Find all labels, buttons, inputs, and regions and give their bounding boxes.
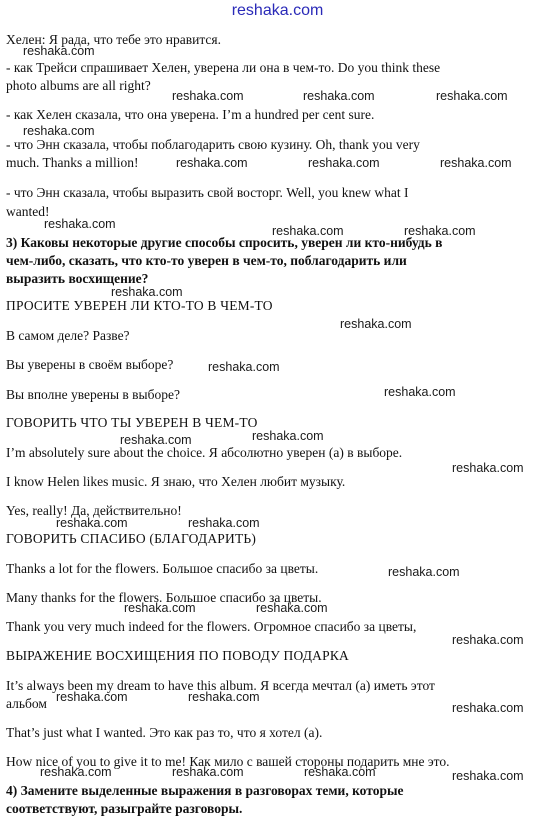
text-line: Thanks a lot for the flowers. Большое спасибо за цветы.	[6, 561, 319, 576]
watermark: reshaka.com	[176, 156, 248, 170]
question-heading: выразить восхищение?	[6, 271, 149, 286]
text-line: Thank you very much indeed for the flowers. Огромное спасибо за цветы,	[6, 619, 417, 634]
watermark: reshaka.com	[252, 429, 324, 443]
text-line: В самом деле? Разве?	[6, 328, 130, 343]
watermark: reshaka.com	[172, 765, 244, 779]
text-line: I’m absolutely sure about the choice. Я абсолютно уверен (а) в выборе.	[6, 445, 403, 460]
watermark: reshaka.com	[56, 690, 128, 704]
text-line: How nice of you to give it to me! Как мило с вашей стороны подарить мне это.	[6, 754, 450, 769]
text-line: Many thanks for the flowers. Большое спасибо за цветы.	[6, 590, 322, 605]
watermark: reshaka.com	[272, 224, 344, 238]
text-line: Хелен: Я рада, что тебе это нравится.	[6, 32, 221, 47]
text-line: I know Helen likes music. Я знаю, что Хелен любит музыку.	[6, 474, 346, 489]
watermark: reshaka.com	[436, 89, 508, 103]
watermark: reshaka.com	[384, 385, 456, 399]
text-line: It’s always been my dream to have this album. Я всегда мечтал (а) иметь этот	[6, 678, 435, 693]
text-line: - как Трейси спрашивает Хелен, уверена ли она в чем-то. Do you think these	[6, 60, 441, 75]
section-heading: ПРОСИТЕ УВЕРЕН ЛИ КТО-ТО В ЧЕМ-ТО	[6, 298, 273, 313]
text-line: альбом	[6, 696, 47, 711]
section-heading: ГОВОРИТЬ СПАСИБО (БЛАГОДАРИТЬ)	[6, 531, 257, 546]
watermark: reshaka.com	[256, 601, 328, 615]
watermark: reshaka.com	[340, 317, 412, 331]
watermark: reshaka.com	[188, 690, 260, 704]
watermark: reshaka.com	[172, 89, 244, 103]
watermark: reshaka.com	[40, 765, 112, 779]
watermark: reshaka.com	[388, 565, 460, 579]
question-heading: 4) Замените выделенные выражения в разговорах теми, которые	[6, 783, 404, 798]
text-line: much. Thanks a million!	[6, 155, 139, 170]
text-line: - как Хелен сказала, что она уверена. I’m a hundred per cent sure.	[6, 107, 375, 122]
text-line: Yes, really! Да, действительно!	[6, 503, 182, 518]
text-line: - что Энн сказала, чтобы поблагодарить свою кузину. Oh, thank you very	[6, 137, 420, 152]
question-heading: 3) Каковы некоторые другие способы спросить, уверен ли кто-нибудь в	[6, 235, 443, 250]
section-heading: ГОВОРИТЬ ЧТО ТЫ УВЕРЕН В ЧЕМ-ТО	[6, 415, 258, 430]
watermark: reshaka.com	[308, 156, 380, 170]
watermark: reshaka.com	[452, 633, 524, 647]
text-line: Вы вполне уверены в выборе?	[6, 387, 180, 402]
watermark: reshaka.com	[452, 461, 524, 475]
watermark: reshaka.com	[208, 360, 280, 374]
watermark: reshaka.com	[188, 516, 260, 530]
watermark: reshaka.com	[124, 601, 196, 615]
watermark: reshaka.com	[303, 89, 375, 103]
text-line: That’s just what I wanted. Это как раз то, что я хотел (а).	[6, 725, 323, 740]
question-heading: чем-либо, сказать, что кто-то уверен в чем-то, поблагодарить или	[6, 253, 407, 268]
watermark: reshaka.com	[404, 224, 476, 238]
watermark: reshaka.com	[44, 217, 116, 231]
text-line: photo albums are all right?	[6, 78, 151, 93]
question-heading: соответствуют, разыграйте разговоры.	[6, 801, 243, 816]
watermark: reshaka.com	[452, 701, 524, 715]
site-logo-text: reshaka.com	[231, 2, 324, 19]
text-line: Вы уверены в своём выборе?	[6, 357, 174, 372]
watermark: reshaka.com	[56, 516, 128, 530]
text-line: - что Энн сказала, чтобы выразить свой восторг. Well, you knew what I	[6, 185, 409, 200]
section-heading: ВЫРАЖЕНИЕ ВОСХИЩЕНИЯ ПО ПОВОДУ ПОДАРКА	[6, 648, 349, 663]
site-header	[0, 0, 555, 22]
watermark: reshaka.com	[304, 765, 376, 779]
watermark: reshaka.com	[23, 124, 95, 138]
watermark: reshaka.com	[111, 285, 183, 299]
watermark: reshaka.com	[440, 156, 512, 170]
text-line: wanted!	[6, 204, 50, 219]
watermark: reshaka.com	[120, 433, 192, 447]
watermark: reshaka.com	[452, 769, 524, 783]
watermark: reshaka.com	[23, 44, 95, 58]
